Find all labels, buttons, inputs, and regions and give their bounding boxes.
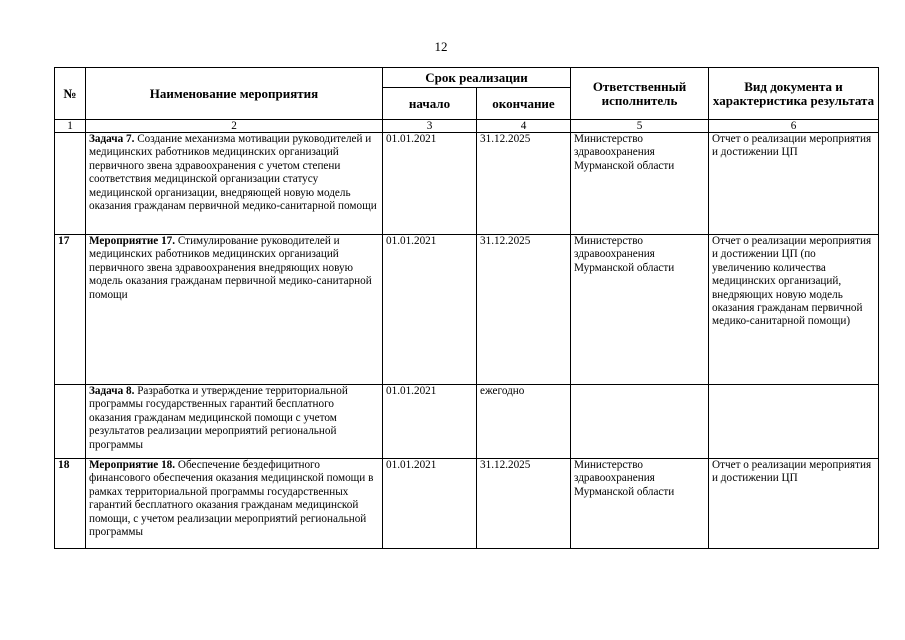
- responsible-party: [571, 385, 709, 459]
- column-index: 6: [709, 120, 879, 133]
- activities-table: [54, 67, 879, 549]
- activity-name: [86, 459, 383, 549]
- start-date: 01.01.2021: [383, 235, 477, 385]
- activity-text: Разработка и утверждение территориальной программы государственных гарантий бесплатного оказания гражданам медицинской помощи с учетом результатов реализации мероприятий региональной программы: [89, 385, 348, 451]
- column-index: 4: [477, 120, 571, 133]
- header-end: окончание: [477, 88, 571, 120]
- header-start: начало: [383, 88, 477, 120]
- document-type: Отчет о реализации мероприятия и достижении ЦП (по увеличению количества медицинских организаций, внедряющих новую модель оказания гражданам первичной медико-санитарной помощи): [709, 235, 879, 385]
- document-type: Отчет о реализации мероприятия и достижении ЦП: [709, 459, 879, 549]
- end-date: 31.12.2025: [477, 235, 571, 385]
- document-type: Отчет о реализации мероприятия и достижении ЦП: [709, 133, 879, 235]
- activity-text: Стимулирование руководителей и медицинских работников медицинских организаций первичного звена здравоохранения внедряющих новую модель оказания гражданам первичной медико-санитарной помощи: [89, 235, 372, 301]
- column-index: 1: [55, 120, 86, 133]
- responsible-party: Министерство здравоохранения Мурманской области: [571, 133, 709, 235]
- start-date: 01.01.2021: [383, 385, 477, 459]
- end-date: 31.12.2025: [477, 133, 571, 235]
- responsible-party: Министерство здравоохранения Мурманской области: [571, 235, 709, 385]
- end-date: ежегодно: [477, 385, 571, 459]
- row-number: 17: [55, 235, 86, 385]
- table-row: [55, 133, 879, 235]
- activity-name: [86, 385, 383, 459]
- row-number: 18: [55, 459, 86, 549]
- start-date: 01.01.2021: [383, 459, 477, 549]
- activity-text: Создание механизма мотивации руководителей и медицинских работников медицинских организаций первичного звена здравоохранения с учетом степени соответствия медицинской организации статусу медицинской организации, внедряющей новую модель оказания гражданам первичной медико-санитарной помощи: [89, 133, 377, 213]
- activity-name: [86, 235, 383, 385]
- header-number: №: [55, 68, 86, 120]
- activity-label: Мероприятие 18.: [89, 459, 176, 471]
- column-index-row: [55, 120, 879, 133]
- column-index: 3: [383, 120, 477, 133]
- responsible-party: Министерство здравоохранения Мурманской области: [571, 459, 709, 549]
- header-name: Наименование мероприятия: [86, 68, 383, 120]
- activity-name: [86, 133, 383, 235]
- header-document: Вид документа и характеристика результата: [709, 68, 879, 120]
- start-date: 01.01.2021: [383, 133, 477, 235]
- table-row: [55, 459, 879, 549]
- activity-text: Обеспечение бездефицитного финансового обеспечения оказания медицинской помощи в рамках территориальной программы государственных гарантий бесплатного оказания гражданам медицинской помощи, с учетом реализации мероприятий региональной программы: [89, 459, 374, 539]
- column-index: 2: [86, 120, 383, 133]
- document-type: [709, 385, 879, 459]
- row-number: [55, 133, 86, 235]
- header-period: Срок реализации: [383, 68, 571, 88]
- table-row: [55, 385, 879, 459]
- row-number: [55, 385, 86, 459]
- column-index: 5: [571, 120, 709, 133]
- activity-label: Задача 7.: [89, 133, 135, 145]
- activity-label: Мероприятие 17.: [89, 235, 176, 247]
- page-number: 12: [434, 39, 448, 54]
- header-responsible: Ответственный исполнитель: [571, 68, 709, 120]
- table-row: [55, 235, 879, 385]
- activity-label: Задача 8.: [89, 385, 135, 397]
- end-date: 31.12.2025: [477, 459, 571, 549]
